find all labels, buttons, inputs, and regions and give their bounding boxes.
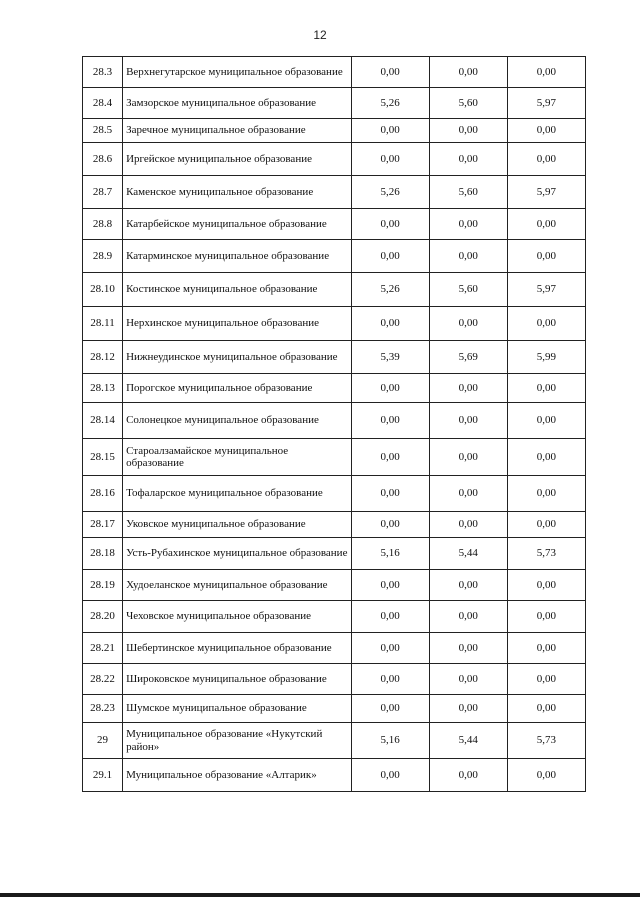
- value-2: 0,00: [429, 209, 507, 240]
- value-3: 0,00: [507, 119, 585, 143]
- value-2: 0,00: [429, 633, 507, 664]
- value-3: 0,00: [507, 633, 585, 664]
- value-2: 0,00: [429, 601, 507, 633]
- value-3: 0,00: [507, 209, 585, 240]
- value-1: 0,00: [351, 759, 429, 792]
- row-number: 28.14: [83, 403, 123, 439]
- row-number: 28.3: [83, 57, 123, 88]
- municipality-name: Верхнегутарское муниципальное образование: [123, 57, 351, 88]
- value-3: 0,00: [507, 695, 585, 723]
- table-row: [83, 273, 586, 307]
- value-2: 0,00: [429, 119, 507, 143]
- row-number: 28.17: [83, 512, 123, 538]
- value-1: 0,00: [351, 512, 429, 538]
- table-row: [83, 374, 586, 403]
- value-2: 0,00: [429, 374, 507, 403]
- row-number: 28.20: [83, 601, 123, 633]
- municipality-name: Костинское муниципальное образование: [123, 273, 351, 307]
- municipality-name: Шебертинское муниципальное образование: [123, 633, 351, 664]
- value-2: 5,69: [429, 341, 507, 374]
- municipality-name: Широковское муниципальное образование: [123, 664, 351, 695]
- value-1: 0,00: [351, 240, 429, 273]
- value-3: 0,00: [507, 664, 585, 695]
- municipality-name: Катарминское муниципальное образование: [123, 240, 351, 273]
- value-1: 0,00: [351, 695, 429, 723]
- value-3: 5,73: [507, 723, 585, 759]
- value-2: 5,60: [429, 176, 507, 209]
- municipality-name: Тофаларское муниципальное образование: [123, 476, 351, 512]
- value-3: 0,00: [507, 512, 585, 538]
- table-row: [83, 695, 586, 723]
- municipality-name: Каменское муниципальное образование: [123, 176, 351, 209]
- table-row: [83, 57, 586, 88]
- row-number: 28.7: [83, 176, 123, 209]
- municipality-name: Муниципальное образование «Нукутский район»: [123, 723, 351, 759]
- municipality-name: Усть-Рубахинское муниципальное образование: [123, 538, 351, 570]
- value-2: 0,00: [429, 240, 507, 273]
- municipality-name: Катарбейское муниципальное образование: [123, 209, 351, 240]
- table-row: [83, 664, 586, 695]
- value-1: 5,26: [351, 88, 429, 119]
- table-row: [83, 476, 586, 512]
- value-2: 0,00: [429, 695, 507, 723]
- row-number: 29: [83, 723, 123, 759]
- bottom-rule: [0, 893, 640, 897]
- row-number: 28.15: [83, 439, 123, 476]
- value-1: 5,16: [351, 723, 429, 759]
- value-3: 5,97: [507, 176, 585, 209]
- value-1: 5,26: [351, 176, 429, 209]
- value-1: 0,00: [351, 143, 429, 176]
- table-row: [83, 341, 586, 374]
- value-1: 0,00: [351, 57, 429, 88]
- table-row: [83, 307, 586, 341]
- value-1: 5,39: [351, 341, 429, 374]
- row-number: 28.9: [83, 240, 123, 273]
- row-number: 29.1: [83, 759, 123, 792]
- row-number: 28.18: [83, 538, 123, 570]
- value-3: 0,00: [507, 439, 585, 476]
- table-row: [83, 633, 586, 664]
- municipality-name: Чеховское муниципальное образование: [123, 601, 351, 633]
- municipality-name: Солонецкое муниципальное образование: [123, 403, 351, 439]
- table-row: [83, 403, 586, 439]
- value-3: 0,00: [507, 759, 585, 792]
- row-number: 28.5: [83, 119, 123, 143]
- value-3: 5,97: [507, 273, 585, 307]
- municipality-name: Староалзамайское муниципальное образование: [123, 439, 351, 476]
- value-1: 0,00: [351, 570, 429, 601]
- value-3: 0,00: [507, 403, 585, 439]
- value-2: 5,44: [429, 723, 507, 759]
- municipality-name: Порогское муниципальное образование: [123, 374, 351, 403]
- row-number: 28.8: [83, 209, 123, 240]
- municipality-name: Заречное муниципальное образование: [123, 119, 351, 143]
- value-3: 5,99: [507, 341, 585, 374]
- municipality-name: Нижнеудинское муниципальное образование: [123, 341, 351, 374]
- value-1: 0,00: [351, 374, 429, 403]
- value-3: 0,00: [507, 570, 585, 601]
- table-row: [83, 512, 586, 538]
- value-2: 0,00: [429, 476, 507, 512]
- row-number: 28.23: [83, 695, 123, 723]
- value-2: 0,00: [429, 512, 507, 538]
- table-row: [83, 88, 586, 119]
- value-2: 0,00: [429, 143, 507, 176]
- value-3: 0,00: [507, 601, 585, 633]
- row-number: 28.13: [83, 374, 123, 403]
- value-2: 5,60: [429, 273, 507, 307]
- page-number: 12: [313, 28, 327, 42]
- value-1: 0,00: [351, 601, 429, 633]
- row-number: 28.6: [83, 143, 123, 176]
- row-number: 28.16: [83, 476, 123, 512]
- value-3: 5,97: [507, 88, 585, 119]
- table-row: [83, 601, 586, 633]
- table-row: [83, 240, 586, 273]
- value-3: 5,73: [507, 538, 585, 570]
- value-2: 0,00: [429, 307, 507, 341]
- municipality-name: Муниципальное образование «Алтарик»: [123, 759, 351, 792]
- value-2: 0,00: [429, 57, 507, 88]
- value-2: 5,44: [429, 538, 507, 570]
- value-3: 0,00: [507, 240, 585, 273]
- value-1: 5,16: [351, 538, 429, 570]
- table-row: [83, 176, 586, 209]
- value-3: 0,00: [507, 476, 585, 512]
- value-1: 0,00: [351, 664, 429, 695]
- value-3: 0,00: [507, 307, 585, 341]
- value-1: 0,00: [351, 403, 429, 439]
- table-row: [83, 143, 586, 176]
- table-row: [83, 723, 586, 759]
- row-number: 28.10: [83, 273, 123, 307]
- value-2: 0,00: [429, 439, 507, 476]
- value-3: 0,00: [507, 57, 585, 88]
- value-1: 0,00: [351, 633, 429, 664]
- value-2: 0,00: [429, 759, 507, 792]
- table-row: [83, 570, 586, 601]
- value-2: 0,00: [429, 570, 507, 601]
- row-number: 28.4: [83, 88, 123, 119]
- value-2: 0,00: [429, 403, 507, 439]
- municipality-name: Уковское муниципальное образование: [123, 512, 351, 538]
- row-number: 28.21: [83, 633, 123, 664]
- table-row: [83, 209, 586, 240]
- table-row: [83, 439, 586, 476]
- municipality-name: Худоеланское муниципальное образование: [123, 570, 351, 601]
- row-number: 28.12: [83, 341, 123, 374]
- row-number: 28.22: [83, 664, 123, 695]
- row-number: 28.19: [83, 570, 123, 601]
- table-body: [83, 57, 586, 792]
- table-row: [83, 119, 586, 143]
- municipality-name: Нерхинское муниципальное образование: [123, 307, 351, 341]
- value-2: 5,60: [429, 88, 507, 119]
- value-1: 0,00: [351, 307, 429, 341]
- value-1: 0,00: [351, 476, 429, 512]
- table-row: [83, 538, 586, 570]
- value-3: 0,00: [507, 143, 585, 176]
- municipality-name: Иргейское муниципальное образование: [123, 143, 351, 176]
- value-1: 0,00: [351, 439, 429, 476]
- value-2: 0,00: [429, 664, 507, 695]
- value-1: 0,00: [351, 209, 429, 240]
- value-3: 0,00: [507, 374, 585, 403]
- table-row: [83, 759, 586, 792]
- municipality-name: Шумское муниципальное образование: [123, 695, 351, 723]
- row-number: 28.11: [83, 307, 123, 341]
- budget-table: [82, 56, 586, 792]
- municipality-name: Замзорское муниципальное образование: [123, 88, 351, 119]
- value-1: 0,00: [351, 119, 429, 143]
- value-1: 5,26: [351, 273, 429, 307]
